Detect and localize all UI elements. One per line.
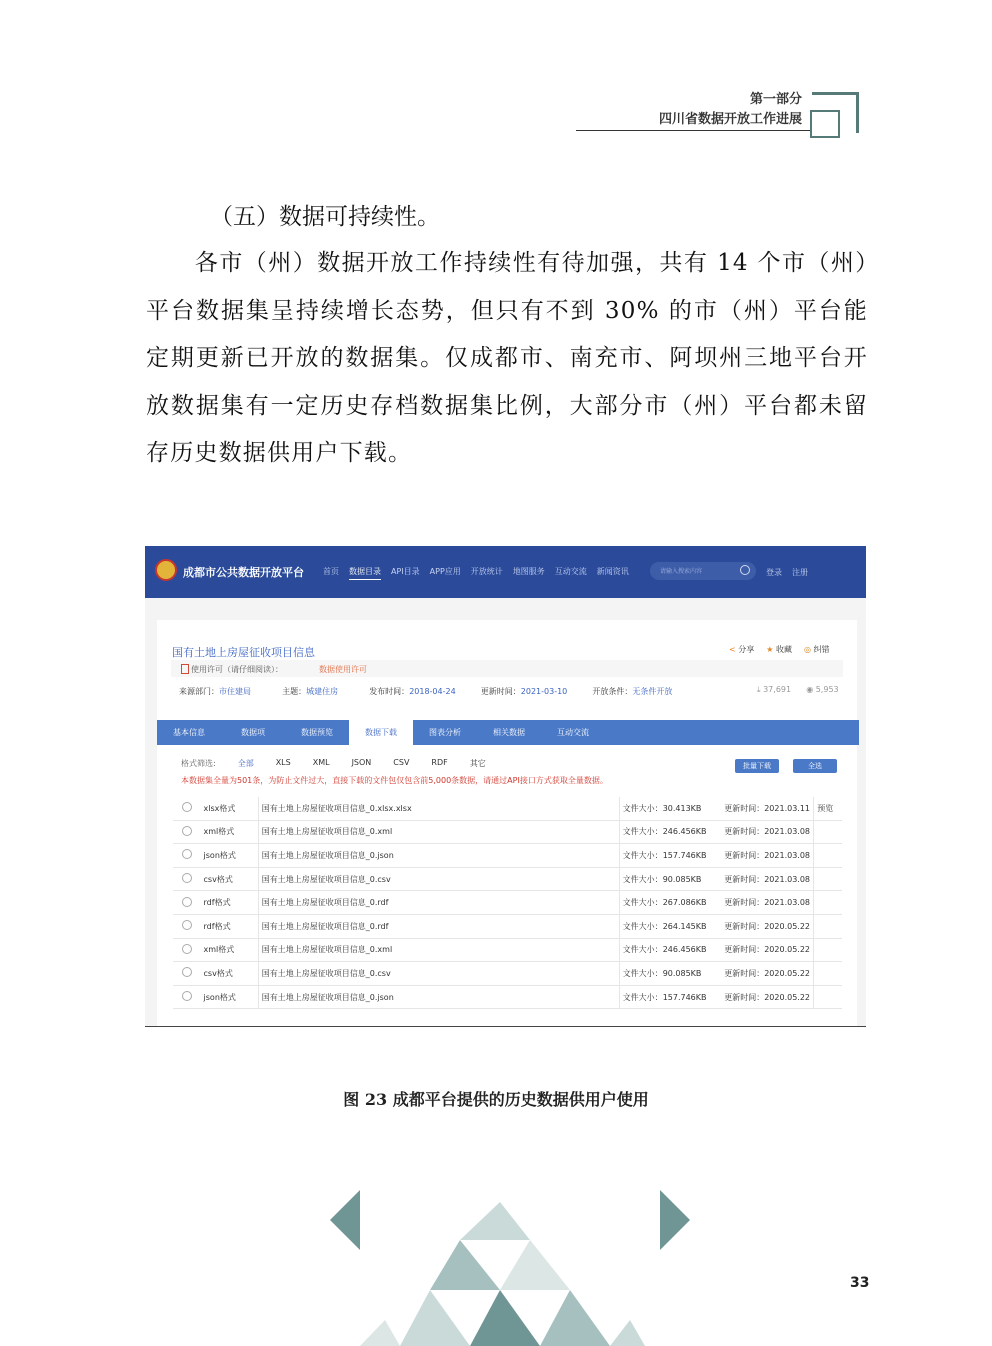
- open-value: 无条件开放: [632, 687, 673, 696]
- triangle-shape: [330, 1190, 360, 1250]
- file-size: [619, 985, 721, 1009]
- file-update-time: [721, 844, 813, 868]
- file-format: csv格式: [201, 962, 259, 986]
- file-update-time: [721, 820, 813, 844]
- size-value: 90.085KB: [662, 968, 702, 978]
- source-label: 来源部门：: [179, 687, 219, 696]
- preview-link[interactable]: 预览: [814, 797, 842, 820]
- search-placeholder: 请输入搜索内容: [660, 568, 703, 575]
- update-time-value: 2021.03.08: [764, 827, 811, 837]
- dataset-actions: [729, 644, 830, 655]
- checkbox-icon[interactable]: [182, 967, 192, 977]
- triangle-shape: [430, 1240, 500, 1290]
- file-name[interactable]: 国有土地上房屋征收项目信息_0.xlsx.xlsx: [258, 797, 619, 820]
- file-name[interactable]: 国有土地上房屋征收项目信息_0.csv: [258, 962, 619, 986]
- triangle-shape: [400, 1290, 470, 1346]
- update-value: 2021-03-10: [520, 687, 568, 696]
- size-label: 文件大小：: [622, 850, 663, 860]
- file-size: [619, 867, 721, 891]
- tab-item[interactable]: 基本信息: [173, 728, 205, 737]
- file-update-time: [721, 938, 813, 962]
- file-format: rdf格式: [201, 891, 259, 915]
- file-row: [173, 938, 842, 962]
- row-checkbox[interactable]: [173, 891, 201, 915]
- topic-value[interactable]: 城建住房: [306, 687, 339, 696]
- row-checkbox[interactable]: [173, 938, 201, 962]
- nav-item[interactable]: 互动交流: [554, 567, 587, 576]
- tab-item[interactable]: 数据预览: [301, 728, 333, 737]
- site-name[interactable]: 成都市公共数据开放平台: [183, 566, 304, 579]
- main-nav: [323, 566, 629, 580]
- view-icon: ◉: [806, 685, 814, 694]
- file-size: [619, 938, 721, 962]
- triangle-shape: [470, 1290, 540, 1346]
- file-size: [619, 820, 721, 844]
- file-name[interactable]: 国有土地上房屋征收项目信息_0.json: [258, 844, 619, 868]
- tab-item[interactable]: 互动交流: [557, 728, 589, 737]
- header-square-decoration-inner: [810, 110, 840, 138]
- dataset-stats: [757, 685, 839, 695]
- update-time-value: 2020.05.22: [764, 921, 811, 931]
- size-label: 文件大小：: [622, 803, 663, 813]
- checkbox-icon[interactable]: [182, 991, 192, 1001]
- update-time-value: 2020.05.22: [764, 945, 811, 955]
- nav-item[interactable]: APP应用: [429, 567, 461, 576]
- share-label: 分享: [738, 645, 755, 654]
- update-time-value: 2021.03.08: [764, 874, 811, 884]
- filter-option[interactable]: XML: [312, 758, 330, 767]
- open-label: 开放条件：: [592, 687, 633, 696]
- file-name[interactable]: 国有土地上房屋征收项目信息_0.rdf: [258, 891, 619, 915]
- error-icon: ◎: [803, 645, 811, 654]
- size-label: 文件大小：: [622, 921, 663, 931]
- row-checkbox[interactable]: [173, 985, 201, 1009]
- national-emblem-icon: [155, 559, 177, 581]
- preview-link[interactable]: [814, 938, 842, 962]
- triangle-shape: [610, 1320, 645, 1346]
- login-link[interactable]: 登录: [766, 568, 782, 577]
- size-label: 文件大小：: [622, 898, 663, 908]
- file-name[interactable]: 国有土地上房屋征收项目信息_0.csv: [258, 867, 619, 891]
- row-checkbox[interactable]: [173, 962, 201, 986]
- file-update-time: [721, 985, 813, 1009]
- file-name[interactable]: 国有土地上房屋征收项目信息_0.xml: [258, 938, 619, 962]
- filter-option[interactable]: CSV: [393, 758, 410, 767]
- size-label: 文件大小：: [622, 945, 663, 955]
- figure-bottom-rule: [145, 1026, 866, 1027]
- row-checkbox[interactable]: [173, 797, 201, 820]
- page-number: 33: [850, 1275, 870, 1291]
- file-size: [619, 962, 721, 986]
- license-box: [171, 660, 843, 677]
- update-time-label: 更新时间：: [724, 803, 765, 813]
- dataset-meta: [179, 686, 672, 697]
- top-nav-bar: [145, 546, 866, 598]
- file-name[interactable]: 国有土地上房屋征收项目信息_0.xml: [258, 820, 619, 844]
- document-icon: [181, 664, 189, 674]
- size-label: 文件大小：: [622, 827, 663, 837]
- section-heading: （五）数据可持续性。: [210, 204, 440, 230]
- file-row: [173, 891, 842, 915]
- view-count: 5,953: [815, 685, 839, 694]
- triangle-shape: [540, 1290, 610, 1346]
- preview-link[interactable]: [814, 844, 842, 868]
- search-input[interactable]: [650, 562, 756, 580]
- license-label: 使用许可（请仔细阅读）：: [191, 665, 283, 674]
- triangle-shape: [500, 1240, 570, 1290]
- update-time-value: 2021.03.08: [764, 898, 811, 908]
- checkbox-icon[interactable]: [182, 826, 192, 836]
- nav-item[interactable]: 新闻资讯: [596, 567, 629, 576]
- tab-item[interactable]: 数据项: [241, 728, 265, 737]
- license-link[interactable]: 数据使用许可: [319, 665, 367, 674]
- file-row: [173, 962, 842, 986]
- preview-link[interactable]: [814, 820, 842, 844]
- file-row: [173, 914, 842, 938]
- nav-item[interactable]: 数据目录: [349, 566, 381, 580]
- file-size: [619, 844, 721, 868]
- batch-download-button[interactable]: 批量下载: [735, 759, 779, 773]
- size-value: 267.086KB: [662, 898, 707, 908]
- checkbox-icon[interactable]: [182, 920, 192, 930]
- checkbox-icon[interactable]: [182, 802, 192, 812]
- file-format: rdf格式: [201, 914, 259, 938]
- file-update-time: [721, 914, 813, 938]
- file-format: xml格式: [201, 938, 259, 962]
- file-update-time: [721, 867, 813, 891]
- header-title: 四川省数据开放工作进展: [658, 112, 802, 127]
- update-time-label: 更新时间：: [724, 874, 765, 884]
- update-time-label: 更新时间：: [724, 968, 765, 978]
- triangle-shape: [360, 1320, 400, 1346]
- size-value: 246.456KB: [662, 827, 707, 837]
- update-time-label: 更新时间：: [724, 992, 765, 1002]
- tab-item[interactable]: 图表分析: [429, 728, 461, 737]
- share-button[interactable]: [729, 644, 754, 655]
- file-format: csv格式: [201, 867, 259, 891]
- update-time-label: 更新时间：: [724, 898, 765, 908]
- file-row: [173, 820, 842, 844]
- filter-option[interactable]: 全部: [237, 759, 254, 768]
- size-value: 246.456KB: [662, 945, 707, 955]
- file-format: json格式: [201, 985, 259, 1009]
- star-icon: ★: [766, 645, 774, 654]
- preview-link[interactable]: [814, 985, 842, 1009]
- source-value[interactable]: 市住建局: [219, 687, 251, 696]
- preview-link[interactable]: [814, 962, 842, 986]
- nav-item[interactable]: 开放统计: [470, 567, 503, 576]
- dataset-title: 国有土地上房屋征收项目信息: [172, 646, 315, 659]
- body-paragraph: 各市（州）数据开放工作持续性有待加强，共有 14 个市（州）平台数据集呈持续增长态势，但只有不到 30% 的市（州）平台能定期更新已开放的数据集。仅成都市、南充市、阿坝州三地平台开放数据集有一定历史存档数据集比例，大部分市（州）平台都未留存历史数据供用户下载。: [146, 250, 868, 466]
- checkbox-icon[interactable]: [182, 849, 192, 859]
- size-value: 264.145KB: [662, 921, 707, 931]
- nav-item[interactable]: API目录: [391, 567, 420, 576]
- preview-link[interactable]: [814, 891, 842, 915]
- update-time-value: 2020.05.22: [764, 992, 811, 1002]
- favorite-label: 收藏: [775, 645, 792, 654]
- checkbox-icon[interactable]: [182, 873, 192, 883]
- file-table: [173, 797, 842, 1009]
- update-time-label: 更新时间：: [724, 945, 765, 955]
- file-row: [173, 985, 842, 1009]
- filter-option[interactable]: JSON: [351, 758, 372, 767]
- row-checkbox[interactable]: [173, 914, 201, 938]
- detail-tabs: [157, 720, 859, 745]
- publish-label: 发布时间：: [369, 687, 410, 696]
- row-checkbox[interactable]: [173, 820, 201, 844]
- file-update-time: [721, 797, 813, 820]
- update-label: 更新时间：: [480, 687, 521, 696]
- report-label: 纠错: [813, 645, 830, 654]
- tab-item[interactable]: 数据下载: [349, 720, 413, 745]
- download-notice: 本数据集全量为501条，为防止文件过大，直接下载的文件包仅包含前5,000条数据，请通过API接口方式获取全量数据。: [181, 776, 608, 785]
- file-name[interactable]: 国有土地上房屋征收项目信息_0.json: [258, 985, 619, 1009]
- share-icon: <: [729, 645, 736, 654]
- checkbox-icon[interactable]: [182, 897, 192, 907]
- search-icon[interactable]: [740, 565, 750, 575]
- file-size: [619, 914, 721, 938]
- preview-link[interactable]: [814, 914, 842, 938]
- file-row: [173, 797, 842, 820]
- triangle-shape: [460, 1202, 530, 1240]
- filter-option[interactable]: RDF: [431, 758, 448, 767]
- row-checkbox[interactable]: [173, 844, 201, 868]
- file-update-time: [721, 891, 813, 915]
- filter-label: 格式筛选:: [181, 759, 216, 768]
- update-time-value: 2021.03.11: [764, 803, 811, 813]
- topic-label: 主题：: [282, 687, 307, 696]
- update-time-label: 更新时间：: [724, 827, 765, 837]
- size-value: 157.746KB: [662, 992, 707, 1002]
- report-button[interactable]: [804, 644, 830, 655]
- header-part: 第一部分: [749, 92, 802, 107]
- size-label: 文件大小：: [622, 992, 663, 1002]
- file-name[interactable]: 国有土地上房屋征收项目信息_0.rdf: [258, 914, 619, 938]
- platform-screenshot: [145, 546, 866, 1026]
- filter-option[interactable]: 其它: [469, 759, 486, 768]
- row-checkbox[interactable]: [173, 867, 201, 891]
- triangle-decoration: [300, 1190, 700, 1346]
- figure-caption: 图 23 成都平台提供的历史数据供用户使用: [343, 1090, 649, 1109]
- size-label: 文件大小：: [622, 968, 663, 978]
- update-time-value: 2021.03.08: [764, 850, 811, 860]
- nav-item[interactable]: 地图服务: [512, 567, 545, 576]
- download-count: 37,691: [763, 685, 792, 694]
- filter-option[interactable]: XLS: [275, 758, 291, 767]
- file-row: [173, 844, 842, 868]
- nav-item[interactable]: 首页: [323, 567, 339, 576]
- update-time-label: 更新时间：: [724, 850, 765, 860]
- size-value: 30.413KB: [662, 803, 702, 813]
- triangle-shape: [660, 1190, 690, 1250]
- file-size: [619, 891, 721, 915]
- file-update-time: [721, 962, 813, 986]
- dataset-card: [157, 620, 857, 1026]
- size-value: 157.746KB: [662, 850, 707, 860]
- header-rule: [576, 130, 810, 131]
- select-all-button[interactable]: 全选: [793, 759, 837, 773]
- register-link[interactable]: 注册: [792, 568, 808, 577]
- download-icon: ⤓: [757, 685, 761, 694]
- tab-item[interactable]: 相关数据: [493, 728, 525, 737]
- update-time-value: 2020.05.22: [764, 968, 811, 978]
- favorite-button[interactable]: [766, 644, 792, 655]
- file-size: [619, 797, 721, 820]
- size-label: 文件大小：: [622, 874, 663, 884]
- file-format: json格式: [201, 844, 259, 868]
- update-time-label: 更新时间：: [724, 921, 765, 931]
- format-filter: [181, 758, 486, 769]
- size-value: 90.085KB: [662, 874, 702, 884]
- publish-value: 2018-04-24: [409, 687, 456, 696]
- file-row: [173, 867, 842, 891]
- checkbox-icon[interactable]: [182, 944, 192, 954]
- file-format: xlsx格式: [201, 797, 259, 820]
- preview-link[interactable]: [814, 867, 842, 891]
- file-format: xml格式: [201, 820, 259, 844]
